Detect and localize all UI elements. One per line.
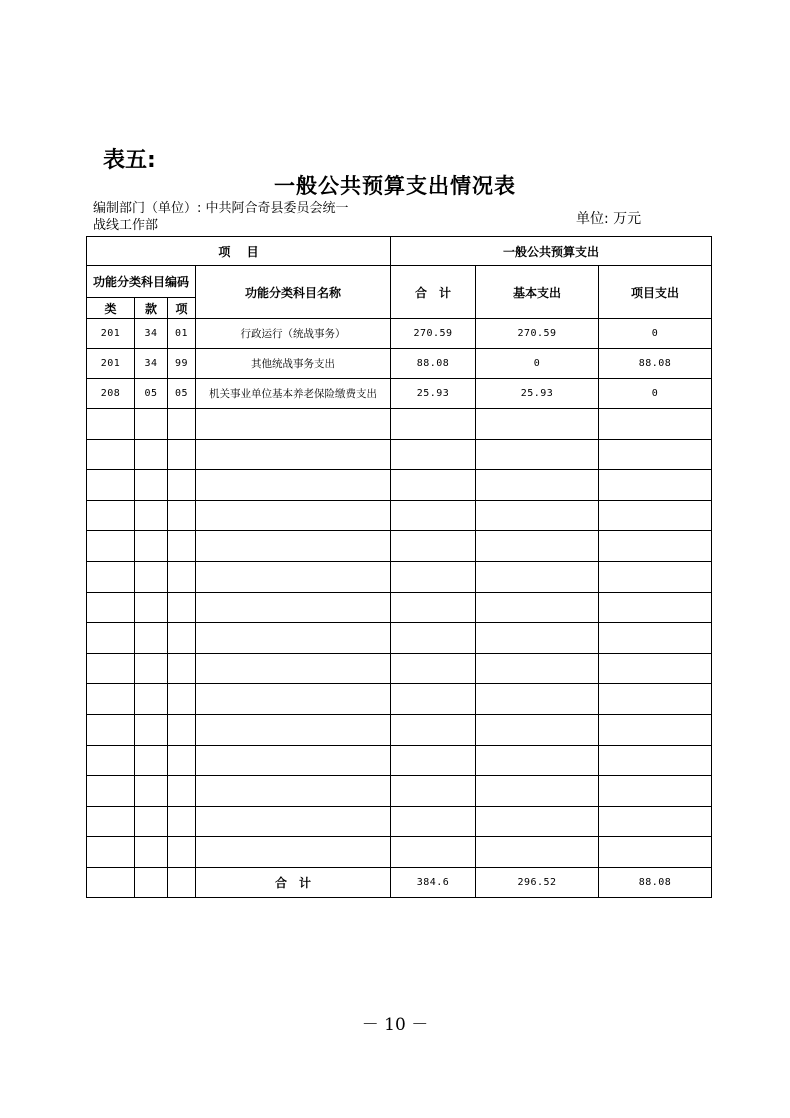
empty-cell [476,439,599,470]
header-section: 款 [135,298,168,319]
empty-cell [599,561,712,592]
empty-cell [135,837,168,868]
empty-cell [599,500,712,531]
empty-cell [391,776,476,807]
empty-cell [599,776,712,807]
empty-cell [87,837,135,868]
table-label: 表五: [103,148,156,173]
table-row [87,379,712,409]
empty-cell [391,439,476,470]
empty-cell [135,592,168,623]
empty-cell [599,470,712,501]
empty-cell [599,837,712,868]
empty-cell [135,684,168,715]
empty-cell [87,776,135,807]
header-name: 功能分类科目名称 [196,266,391,319]
empty-cell [87,684,135,715]
department-info [93,200,349,234]
cell-total: 25.93 [391,379,476,409]
empty-cell [135,806,168,837]
cell-item: 05 [168,379,196,409]
empty-row [87,653,712,684]
empty-cell [476,837,599,868]
cell-basic: 0 [476,349,599,379]
empty-cell [168,745,196,776]
document-title: 一般公共预算支出情况表 [274,174,516,198]
unit-label: 单位: 万元 [576,211,642,227]
cell-class: 208 [87,379,135,409]
empty-row [87,745,712,776]
header-code: 功能分类科目编码 [87,266,196,298]
empty-cell [391,837,476,868]
empty-cell [196,592,391,623]
budget-table [86,236,712,898]
header-project: 项目支出 [599,266,712,319]
empty-cell [196,561,391,592]
cell-section: 34 [135,319,168,349]
header-class: 类 [87,298,135,319]
empty-cell [87,561,135,592]
empty-cell [599,531,712,562]
empty-cell [135,500,168,531]
empty-cell [168,409,196,440]
empty-cell [168,806,196,837]
empty-cell [87,470,135,501]
empty-cell [87,714,135,745]
empty-cell [168,561,196,592]
empty-row [87,776,712,807]
header-budget: 一般公共预算支出 [391,237,712,266]
empty-cell [391,561,476,592]
empty-cell [168,837,196,868]
header-row-2 [87,266,712,298]
empty-row [87,592,712,623]
empty-cell [135,623,168,654]
empty-cell [168,592,196,623]
cell-project: 0 [599,319,712,349]
empty-cell [135,714,168,745]
empty-cell [168,470,196,501]
empty-cell [168,439,196,470]
empty-cell [476,653,599,684]
empty-cell [87,439,135,470]
empty-cell [168,653,196,684]
empty-cell [135,531,168,562]
empty-cell [391,470,476,501]
header-row-1 [87,237,712,266]
empty-cell [476,561,599,592]
empty-row [87,409,712,440]
cell-total: 270.59 [391,319,476,349]
empty-cell [599,623,712,654]
empty-cell [599,592,712,623]
empty-cell [391,745,476,776]
empty-cell [476,592,599,623]
sum-total: 384.6 [391,867,476,897]
empty-cell [599,409,712,440]
empty-cell [168,500,196,531]
empty-cell [476,623,599,654]
empty-cell [168,623,196,654]
empty-cell [196,684,391,715]
empty-cell [196,776,391,807]
empty-cell [391,500,476,531]
empty-row [87,500,712,531]
empty-row [87,470,712,501]
empty-cell [196,806,391,837]
sum-basic: 296.52 [476,867,599,897]
empty-cell [599,806,712,837]
sum-label: 合 计 [196,867,391,897]
empty-cell [391,714,476,745]
empty-cell [391,409,476,440]
empty-cell [87,531,135,562]
cell-item: 99 [168,349,196,379]
empty-cell [391,653,476,684]
empty-cell [87,409,135,440]
page-number: － 10 － [361,1015,429,1035]
empty-cell [135,745,168,776]
empty-cell [87,806,135,837]
header-total: 合 计 [391,266,476,319]
empty-cell [196,531,391,562]
empty-cell [87,653,135,684]
empty-cell [87,745,135,776]
empty-cell [135,776,168,807]
cell-basic: 270.59 [476,319,599,349]
sum-cell-section [135,867,168,897]
empty-cell [476,470,599,501]
empty-cell [196,714,391,745]
table-row [87,349,712,379]
empty-cell [196,653,391,684]
table-row [87,319,712,349]
empty-cell [196,439,391,470]
empty-cell [391,531,476,562]
empty-cell [168,776,196,807]
empty-cell [391,806,476,837]
empty-cell [599,439,712,470]
empty-cell [87,623,135,654]
empty-cell [196,623,391,654]
empty-cell [476,409,599,440]
empty-cell [391,684,476,715]
department-line-1: 编制部门（单位）: 中共阿合奇县委员会统一 [93,201,349,216]
empty-cell [135,439,168,470]
empty-cell [476,714,599,745]
empty-row [87,623,712,654]
cell-section: 34 [135,349,168,379]
cell-section: 05 [135,379,168,409]
empty-row [87,806,712,837]
empty-cell [476,745,599,776]
empty-cell [196,745,391,776]
sum-cell-class [87,867,135,897]
empty-cell [599,684,712,715]
header-item-code: 项 [168,298,196,319]
empty-cell [599,653,712,684]
cell-item: 01 [168,319,196,349]
empty-row [87,714,712,745]
empty-cell [196,837,391,868]
empty-cell [168,531,196,562]
sum-project: 88.08 [599,867,712,897]
empty-cell [476,806,599,837]
cell-name: 其他统战事务支出 [196,349,391,379]
empty-cell [135,470,168,501]
department-line-2: 战线工作部 [93,218,159,233]
empty-cell [599,745,712,776]
empty-rows [87,409,712,868]
cell-class: 201 [87,349,135,379]
empty-cell [168,714,196,745]
empty-cell [476,684,599,715]
sum-row [87,867,712,897]
cell-total: 88.08 [391,349,476,379]
empty-cell [476,776,599,807]
empty-cell [168,684,196,715]
cell-basic: 25.93 [476,379,599,409]
empty-cell [196,470,391,501]
empty-row [87,561,712,592]
header-item: 项 目 [87,237,391,266]
cell-class: 201 [87,319,135,349]
cell-project: 88.08 [599,349,712,379]
empty-cell [599,714,712,745]
empty-cell [476,531,599,562]
empty-cell [196,500,391,531]
empty-cell [391,592,476,623]
empty-cell [196,409,391,440]
cell-name: 机关事业单位基本养老保险缴费支出 [196,379,391,409]
empty-row [87,531,712,562]
cell-project: 0 [599,379,712,409]
empty-cell [87,592,135,623]
empty-cell [391,623,476,654]
sum-cell-item [168,867,196,897]
empty-row [87,684,712,715]
empty-cell [87,500,135,531]
empty-cell [476,500,599,531]
cell-name: 行政运行（统战事务） [196,319,391,349]
header-basic: 基本支出 [476,266,599,319]
empty-row [87,837,712,868]
empty-cell [135,561,168,592]
empty-row [87,439,712,470]
empty-cell [135,653,168,684]
empty-cell [135,409,168,440]
